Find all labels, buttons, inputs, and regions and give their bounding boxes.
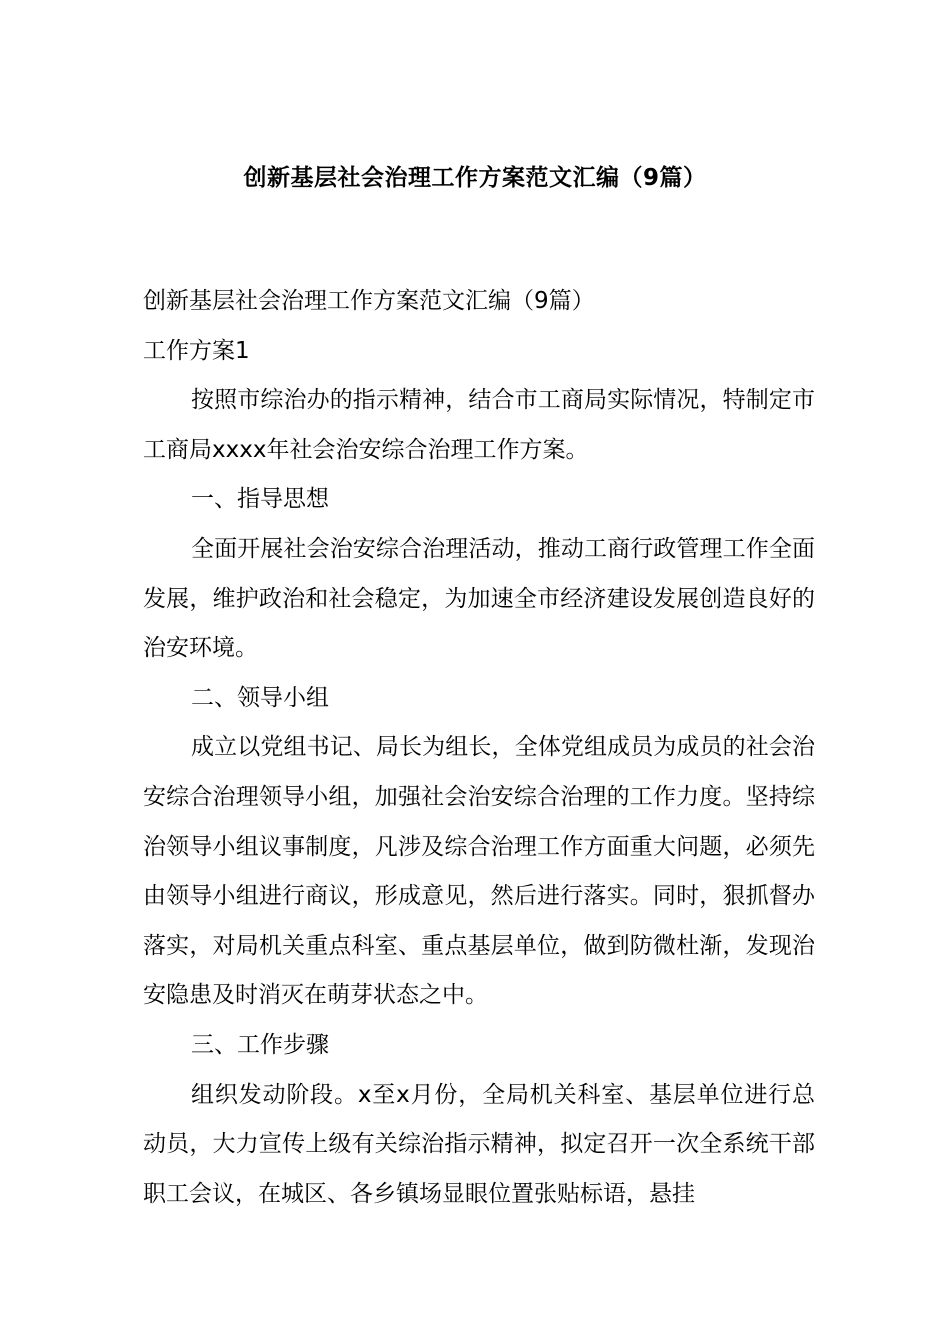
document-title: 创新基层社会治理工作方案范文汇编（9篇） bbox=[243, 165, 707, 191]
paragraph: 工作方案1 bbox=[143, 337, 250, 364]
paragraph: 二、领导小组 bbox=[191, 684, 329, 711]
paragraph: 全面开展社会治安综合治理活动，推动工商行政管理工作全面发展，维护政治和社会稳定，为加速全市经济建设发展创造良好的治安环境。 bbox=[143, 535, 815, 662]
paragraph: 一、指导思想 bbox=[191, 486, 329, 513]
document-body bbox=[143, 277, 815, 1219]
paragraph: 按照市综治办的指示精神，结合市工商局实际情况，特制定市工商局xxxx年社会治安综合治理工作方案。 bbox=[143, 387, 815, 463]
paragraph: 三、工作步骤 bbox=[191, 1031, 329, 1058]
paragraph: 成立以党组书记、局长为组长，全体党组成员为成员的社会治安综合治理领导小组，加强社会治安综合治理的工作力度。坚持综治领导小组议事制度，凡涉及综合治理工作方面重大问题，必须先由领导小组进行商议，形成意见，然后进行落实。同时，狠抓督办落实，对局机关重点科室、重点基层单位，做到防微杜渐，发现治安隐患及时消灭在萌芽状态之中。 bbox=[143, 734, 815, 1009]
paragraph: 组织发动阶段。x至x月份，全局机关科室、基层单位进行总动员，大力宣传上级有关综治指示精神，拟定召开一次全系统干部职工会议，在城区、各乡镇场显眼位置张贴标语，悬挂 bbox=[143, 1081, 815, 1207]
paragraph: 创新基层社会治理工作方案范文汇编（9篇） bbox=[143, 288, 595, 314]
